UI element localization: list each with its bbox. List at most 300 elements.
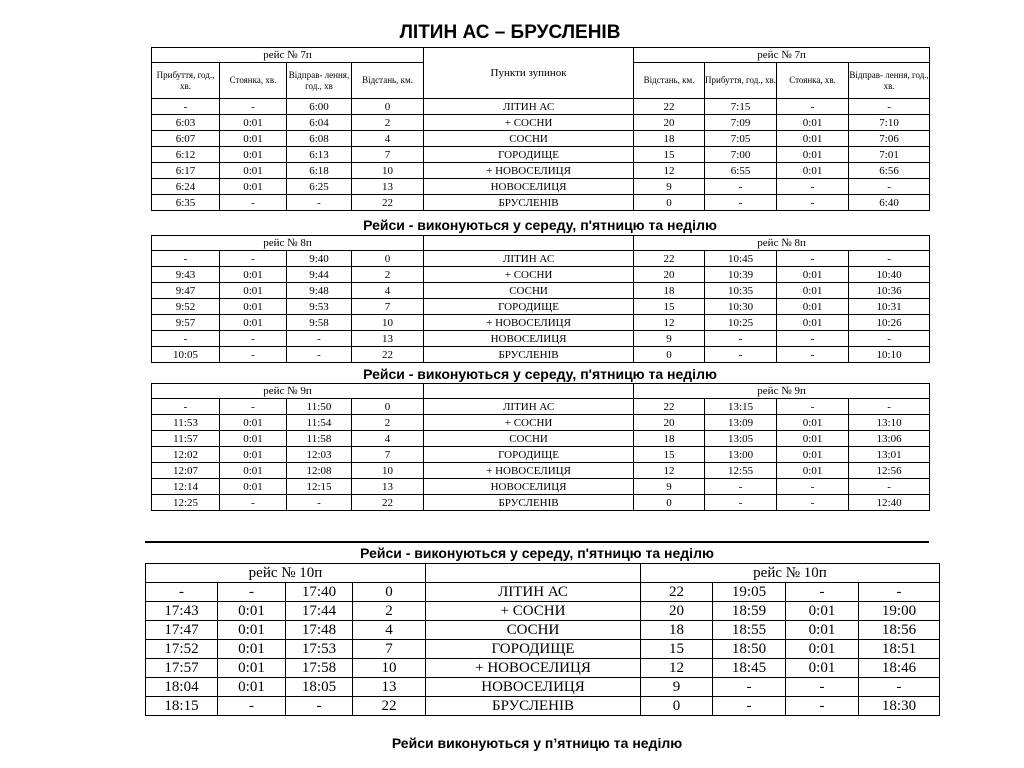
cell-arrival-return: 10:39 — [705, 267, 777, 283]
cell-stop: - — [218, 697, 286, 716]
cell-stop-point: ЛІТИН АС — [426, 583, 641, 602]
cell-stop-point: БРУСЛЕНІВ — [424, 195, 634, 211]
table-row — [152, 415, 930, 431]
cell-arrival-return: 13:15 — [705, 399, 777, 415]
cell-stop-return: 0:01 — [786, 659, 859, 678]
trip-label-left: рейс № 8п — [152, 236, 424, 251]
cell-stop-return: - — [777, 399, 849, 415]
cell-departure: 18:05 — [286, 678, 353, 697]
cell-arrival-return: - — [705, 331, 777, 347]
timetable-trip-8p — [151, 235, 930, 363]
cell-arrival: 10:05 — [152, 347, 220, 363]
cell-stop-return: 0:01 — [786, 621, 859, 640]
table-row — [146, 678, 940, 697]
cell-stop-return: - — [777, 479, 849, 495]
cell-distance: 7 — [352, 447, 424, 463]
cell-distance: 10 — [352, 163, 424, 179]
cell-stop-return: 0:01 — [777, 131, 849, 147]
cell-stop-return: - — [777, 99, 849, 115]
trip-label-right: рейс № 10п — [641, 564, 940, 583]
trip-label-right: рейс № 7п — [634, 48, 930, 63]
cell-arrival-return: 19:05 — [713, 583, 786, 602]
cell-stop: - — [220, 99, 287, 115]
cell-stop: 0:01 — [220, 431, 287, 447]
timetable-trip-10p — [145, 563, 940, 716]
cell-stop-return: 0:01 — [777, 147, 849, 163]
cell-distance: 4 — [352, 131, 424, 147]
cell-arrival-return: 10:45 — [705, 251, 777, 267]
cell-arrival: 11:57 — [152, 431, 220, 447]
cell-distance: 10 — [353, 659, 426, 678]
cell-stop-point: ГОРОДИЩЕ — [424, 299, 634, 315]
cell-distance: 2 — [352, 267, 424, 283]
cell-arrival-return: 7:00 — [705, 147, 777, 163]
cell-stop-point: ГОРОДИЩЕ — [424, 447, 634, 463]
cell-arrival: 12:07 — [152, 463, 220, 479]
cell-distance-return: 0 — [634, 195, 705, 211]
cell-arrival: 18:04 — [146, 678, 218, 697]
cell-stop-point: + СОСНИ — [426, 602, 641, 621]
table-row — [152, 251, 930, 267]
table-row — [152, 115, 930, 131]
trip-label-right: рейс № 8п — [634, 236, 930, 251]
cell-departure-return: 18:51 — [859, 640, 940, 659]
cell-departure-return: 10:31 — [849, 299, 930, 315]
cell-arrival: 12:02 — [152, 447, 220, 463]
cell-distance-return: 12 — [634, 463, 705, 479]
cell-departure: 17:48 — [286, 621, 353, 640]
cell-distance: 0 — [352, 99, 424, 115]
cell-distance: 22 — [352, 495, 424, 511]
cell-arrival-return: 10:30 — [705, 299, 777, 315]
cell-stop-return: - — [786, 697, 859, 716]
cell-stop-point: ГОРОДИЩЕ — [424, 147, 634, 163]
cell-departure-return: 13:10 — [849, 415, 930, 431]
table-row — [152, 283, 930, 299]
cell-distance: 13 — [352, 479, 424, 495]
cell-arrival: 6:07 — [152, 131, 220, 147]
cell-departure: - — [286, 697, 353, 716]
cell-distance-return: 18 — [634, 431, 705, 447]
cell-distance-return: 15 — [634, 147, 705, 163]
cell-departure-return: 6:40 — [849, 195, 930, 211]
table-row — [152, 463, 930, 479]
cell-distance: 4 — [353, 621, 426, 640]
cell-departure-return: - — [859, 678, 940, 697]
cell-distance: 10 — [352, 463, 424, 479]
cell-distance-return: 22 — [634, 399, 705, 415]
cell-arrival-return: 18:50 — [713, 640, 786, 659]
cell-departure-return: 10:10 — [849, 347, 930, 363]
cell-stop-point: ЛІТИН АС — [424, 99, 634, 115]
cell-arrival: 6:03 — [152, 115, 220, 131]
cell-stop-point: + НОВОСЕЛИЦЯ — [424, 463, 634, 479]
cell-stop-point: + СОСНИ — [424, 415, 634, 431]
cell-departure-return: 10:36 — [849, 283, 930, 299]
cell-arrival: 18:15 — [146, 697, 218, 716]
cell-arrival: 6:12 — [152, 147, 220, 163]
cell-distance: 13 — [353, 678, 426, 697]
cell-departure-return: 18:56 — [859, 621, 940, 640]
table-row — [152, 347, 930, 363]
cell-arrival-return: 7:09 — [705, 115, 777, 131]
cell-departure-return: 12:40 — [849, 495, 930, 511]
trip-note: Рейси - виконуються у середу, п'ятницю та неділю — [360, 545, 714, 561]
cell-departure-return: 19:00 — [859, 602, 940, 621]
cell-stop-return: - — [777, 179, 849, 195]
cell-departure: 11:54 — [287, 415, 352, 431]
cell-stop-return: 0:01 — [777, 299, 849, 315]
cell-distance: 2 — [352, 415, 424, 431]
cell-arrival-return: - — [705, 195, 777, 211]
cell-distance: 7 — [353, 640, 426, 659]
cell-arrival-return: 13:05 — [705, 431, 777, 447]
cell-arrival-return: 18:45 — [713, 659, 786, 678]
cell-distance: 2 — [352, 115, 424, 131]
column-header-departure-return: Відправ- лення, год., хв. — [849, 63, 930, 99]
cell-departure: 9:48 — [287, 283, 352, 299]
cell-departure: 9:58 — [287, 315, 352, 331]
cell-distance-return: 18 — [634, 131, 705, 147]
table-row — [146, 621, 940, 640]
cell-distance-return: 9 — [634, 179, 705, 195]
cell-arrival-return: - — [705, 479, 777, 495]
cell-stop: 0:01 — [218, 640, 286, 659]
column-header-stop-return: Стоянка, хв. — [777, 63, 849, 99]
timetable-trip-7p — [151, 47, 930, 211]
trip-label-spacer — [424, 236, 634, 251]
cell-stop: 0:01 — [220, 115, 287, 131]
table-row — [152, 99, 930, 115]
cell-departure-return: 6:56 — [849, 163, 930, 179]
column-header-departure: Відправ- лення, год., хв — [287, 63, 352, 99]
cell-stop: 0:01 — [220, 267, 287, 283]
cell-stop-point: + СОСНИ — [424, 115, 634, 131]
cell-departure-return: 7:01 — [849, 147, 930, 163]
cell-departure: 9:53 — [287, 299, 352, 315]
trip-label-spacer — [426, 564, 641, 583]
cell-stop-return: - — [777, 251, 849, 267]
cell-arrival: 12:14 — [152, 479, 220, 495]
cell-arrival: 6:17 — [152, 163, 220, 179]
cell-departure-return: 10:40 — [849, 267, 930, 283]
cell-distance-return: 0 — [634, 347, 705, 363]
cell-distance-return: 22 — [634, 251, 705, 267]
cell-departure-return: 13:06 — [849, 431, 930, 447]
cell-arrival-return: 7:05 — [705, 131, 777, 147]
cell-arrival-return: 13:09 — [705, 415, 777, 431]
column-header-points: Пункти зупинок — [424, 48, 634, 99]
cell-stop-return: - — [777, 347, 849, 363]
table-row — [146, 583, 940, 602]
cell-stop-return: 0:01 — [777, 431, 849, 447]
cell-arrival: - — [152, 399, 220, 415]
cell-stop-return: 0:01 — [777, 283, 849, 299]
cell-distance-return: 20 — [634, 415, 705, 431]
cell-arrival-return: - — [713, 678, 786, 697]
cell-stop: 0:01 — [218, 659, 286, 678]
cell-stop: 0:01 — [220, 299, 287, 315]
cell-stop: 0:01 — [220, 131, 287, 147]
column-header-arrival-return: Прибуття, год., хв. — [705, 63, 777, 99]
column-header-stop: Стоянка, хв. — [220, 63, 287, 99]
table-row — [152, 195, 930, 211]
table-row — [152, 299, 930, 315]
cell-stop-point: СОСНИ — [426, 621, 641, 640]
cell-stop-point: БРУСЛЕНІВ — [426, 697, 641, 716]
cell-departure-return: - — [849, 179, 930, 195]
cell-distance: 22 — [352, 347, 424, 363]
cell-departure: 6:08 — [287, 131, 352, 147]
table-row — [152, 163, 930, 179]
cell-departure-return: 10:26 — [849, 315, 930, 331]
cell-departure: 12:08 — [287, 463, 352, 479]
cell-stop: 0:01 — [220, 163, 287, 179]
cell-departure: 17:40 — [286, 583, 353, 602]
cell-arrival: 17:57 — [146, 659, 218, 678]
cell-stop-point: БРУСЛЕНІВ — [424, 347, 634, 363]
cell-distance-return: 18 — [641, 621, 713, 640]
cell-arrival-return: - — [713, 697, 786, 716]
cell-stop-point: СОСНИ — [424, 283, 634, 299]
trip-label-spacer — [424, 384, 634, 399]
trip-label-left: рейс № 10п — [146, 564, 426, 583]
cell-distance-return: 15 — [634, 299, 705, 315]
cell-departure: 12:15 — [287, 479, 352, 495]
cell-departure: 12:03 — [287, 447, 352, 463]
cell-stop: 0:01 — [218, 678, 286, 697]
trip-note: Рейси - виконуються у середу, п'ятницю та неділю — [363, 217, 717, 233]
cell-distance: 4 — [352, 431, 424, 447]
cell-departure: - — [287, 195, 352, 211]
cell-stop: 0:01 — [220, 463, 287, 479]
column-header-distance-return: Відстань, км. — [634, 63, 705, 99]
cell-distance-return: 12 — [634, 163, 705, 179]
cell-stop: 0:01 — [218, 602, 286, 621]
cell-arrival: 9:52 — [152, 299, 220, 315]
cell-arrival: - — [152, 331, 220, 347]
cell-departure: 17:44 — [286, 602, 353, 621]
cell-distance: 22 — [353, 697, 426, 716]
cell-stop-return: 0:01 — [777, 163, 849, 179]
table-row — [152, 179, 930, 195]
trip-note: Рейси - виконуються у середу, п'ятницю та неділю — [363, 366, 717, 382]
cell-distance-return: 9 — [634, 331, 705, 347]
cell-arrival-return: 10:25 — [705, 315, 777, 331]
cell-arrival: 12:25 — [152, 495, 220, 511]
cell-stop: 0:01 — [220, 283, 287, 299]
cell-distance: 2 — [353, 602, 426, 621]
trip-label-right: рейс № 9п — [634, 384, 930, 399]
cell-distance: 0 — [352, 399, 424, 415]
cell-departure: 9:44 — [287, 267, 352, 283]
cell-stop-return: 0:01 — [786, 640, 859, 659]
cell-departure-return: - — [859, 583, 940, 602]
trip-label-left: рейс № 7п — [152, 48, 424, 63]
cell-departure-return: - — [849, 399, 930, 415]
cell-stop: - — [220, 495, 287, 511]
cell-arrival-return: - — [705, 495, 777, 511]
cell-stop-point: + НОВОСЕЛИЦЯ — [424, 163, 634, 179]
table-row — [152, 315, 930, 331]
cell-arrival: 17:52 — [146, 640, 218, 659]
table-row — [146, 697, 940, 716]
cell-stop-point: ЛІТИН АС — [424, 251, 634, 267]
table-row — [146, 659, 940, 678]
cell-arrival-return: 13:00 — [705, 447, 777, 463]
cell-arrival: 17:47 — [146, 621, 218, 640]
cell-departure: 6:25 — [287, 179, 352, 195]
cell-departure: 17:58 — [286, 659, 353, 678]
cell-arrival: 9:47 — [152, 283, 220, 299]
cell-distance-return: 15 — [634, 447, 705, 463]
cell-departure: 6:00 — [287, 99, 352, 115]
cell-stop-return: 0:01 — [777, 415, 849, 431]
cell-stop: - — [218, 583, 286, 602]
cell-stop-point: БРУСЛЕНІВ — [424, 495, 634, 511]
cell-departure: 9:40 — [287, 251, 352, 267]
table-row — [146, 602, 940, 621]
cell-distance-return: 20 — [634, 267, 705, 283]
cell-stop: - — [220, 251, 287, 267]
table-row — [152, 479, 930, 495]
cell-distance-return: 18 — [634, 283, 705, 299]
cell-departure-return: - — [849, 479, 930, 495]
table-row — [152, 431, 930, 447]
cell-stop-point: + СОСНИ — [424, 267, 634, 283]
cell-stop-return: - — [786, 678, 859, 697]
table-row — [152, 331, 930, 347]
cell-departure-return: 12:56 — [849, 463, 930, 479]
cell-stop: 0:01 — [220, 315, 287, 331]
table-row — [146, 640, 940, 659]
cell-stop: 0:01 — [220, 415, 287, 431]
cell-arrival: - — [152, 99, 220, 115]
cell-arrival: - — [152, 251, 220, 267]
cell-arrival-return: - — [705, 179, 777, 195]
cell-stop-point: ГОРОДИЩЕ — [426, 640, 641, 659]
cell-stop: - — [220, 399, 287, 415]
cell-arrival: 9:43 — [152, 267, 220, 283]
cell-arrival-return: 10:35 — [705, 283, 777, 299]
cell-stop: 0:01 — [220, 147, 287, 163]
cell-stop-point: НОВОСЕЛИЦЯ — [424, 179, 634, 195]
cell-departure: - — [287, 347, 352, 363]
cell-distance-return: 12 — [634, 315, 705, 331]
cell-stop-return: 0:01 — [777, 463, 849, 479]
cell-departure: 6:13 — [287, 147, 352, 163]
cell-departure-return: 18:46 — [859, 659, 940, 678]
cell-distance-return: 22 — [641, 583, 713, 602]
page-title: ЛІТИН АС – БРУСЛЕНІВ — [399, 22, 621, 43]
column-header-distance: Відстань, км. — [352, 63, 424, 99]
cell-stop-return: - — [777, 495, 849, 511]
cell-arrival-return: 12:55 — [705, 463, 777, 479]
cell-distance-return: 20 — [634, 115, 705, 131]
cell-distance: 7 — [352, 299, 424, 315]
cell-distance-return: 9 — [634, 479, 705, 495]
table-row — [152, 147, 930, 163]
cell-departure: 17:53 — [286, 640, 353, 659]
cell-distance-return: 0 — [634, 495, 705, 511]
cell-arrival: 6:35 — [152, 195, 220, 211]
cell-stop: 0:01 — [218, 621, 286, 640]
table-row — [152, 399, 930, 415]
cell-departure-return: 7:10 — [849, 115, 930, 131]
cell-arrival: 11:53 — [152, 415, 220, 431]
cell-arrival-return: - — [705, 347, 777, 363]
cell-stop-point: + НОВОСЕЛИЦЯ — [424, 315, 634, 331]
cell-stop-return: 0:01 — [786, 602, 859, 621]
cell-departure: 11:50 — [287, 399, 352, 415]
cell-stop-point: ЛІТИН АС — [424, 399, 634, 415]
section-divider — [145, 541, 929, 543]
cell-stop-point: НОВОСЕЛИЦЯ — [426, 678, 641, 697]
cell-stop-return: 0:01 — [777, 115, 849, 131]
cell-stop: - — [220, 195, 287, 211]
cell-departure: - — [287, 495, 352, 511]
cell-arrival-return: 18:59 — [713, 602, 786, 621]
cell-distance: 0 — [352, 251, 424, 267]
cell-arrival-return: 6:55 — [705, 163, 777, 179]
cell-departure-return: - — [849, 99, 930, 115]
cell-distance: 7 — [352, 147, 424, 163]
cell-stop-point: НОВОСЕЛИЦЯ — [424, 331, 634, 347]
cell-stop-point: СОСНИ — [424, 131, 634, 147]
cell-arrival: - — [146, 583, 218, 602]
cell-distance-return: 0 — [641, 697, 713, 716]
table-row — [152, 131, 930, 147]
cell-distance-return: 15 — [641, 640, 713, 659]
cell-departure-return: 13:01 — [849, 447, 930, 463]
cell-stop-point: + НОВОСЕЛИЦЯ — [426, 659, 641, 678]
cell-arrival-return: 7:15 — [705, 99, 777, 115]
cell-distance: 0 — [353, 583, 426, 602]
cell-distance: 22 — [352, 195, 424, 211]
cell-distance: 13 — [352, 179, 424, 195]
cell-departure-return: - — [849, 251, 930, 267]
cell-departure: 6:04 — [287, 115, 352, 131]
trip-label-left: рейс № 9п — [152, 384, 424, 399]
cell-stop: 0:01 — [220, 447, 287, 463]
cell-departure-return: - — [849, 331, 930, 347]
cell-distance-return: 20 — [641, 602, 713, 621]
cell-distance-return: 9 — [641, 678, 713, 697]
cell-stop-return: 0:01 — [777, 267, 849, 283]
column-header-arrival: Прибуття, год., хв. — [152, 63, 220, 99]
trip-note: Рейси виконуються у п’ятницю та неділю — [391, 735, 683, 751]
cell-distance-return: 12 — [641, 659, 713, 678]
cell-distance: 4 — [352, 283, 424, 299]
cell-departure: 6:18 — [287, 163, 352, 179]
table-row — [152, 495, 930, 511]
cell-stop-return: 0:01 — [777, 315, 849, 331]
table-row — [152, 267, 930, 283]
cell-distance-return: 22 — [634, 99, 705, 115]
cell-departure: - — [287, 331, 352, 347]
cell-stop: - — [220, 331, 287, 347]
timetable-trip-9p — [151, 383, 930, 511]
cell-stop-return: - — [777, 195, 849, 211]
cell-distance: 13 — [352, 331, 424, 347]
cell-arrival-return: 18:55 — [713, 621, 786, 640]
cell-stop: - — [220, 347, 287, 363]
cell-departure-return: 18:30 — [859, 697, 940, 716]
cell-stop-point: НОВОСЕЛИЦЯ — [424, 479, 634, 495]
table-row — [152, 447, 930, 463]
cell-stop-point: СОСНИ — [424, 431, 634, 447]
cell-arrival: 9:57 — [152, 315, 220, 331]
